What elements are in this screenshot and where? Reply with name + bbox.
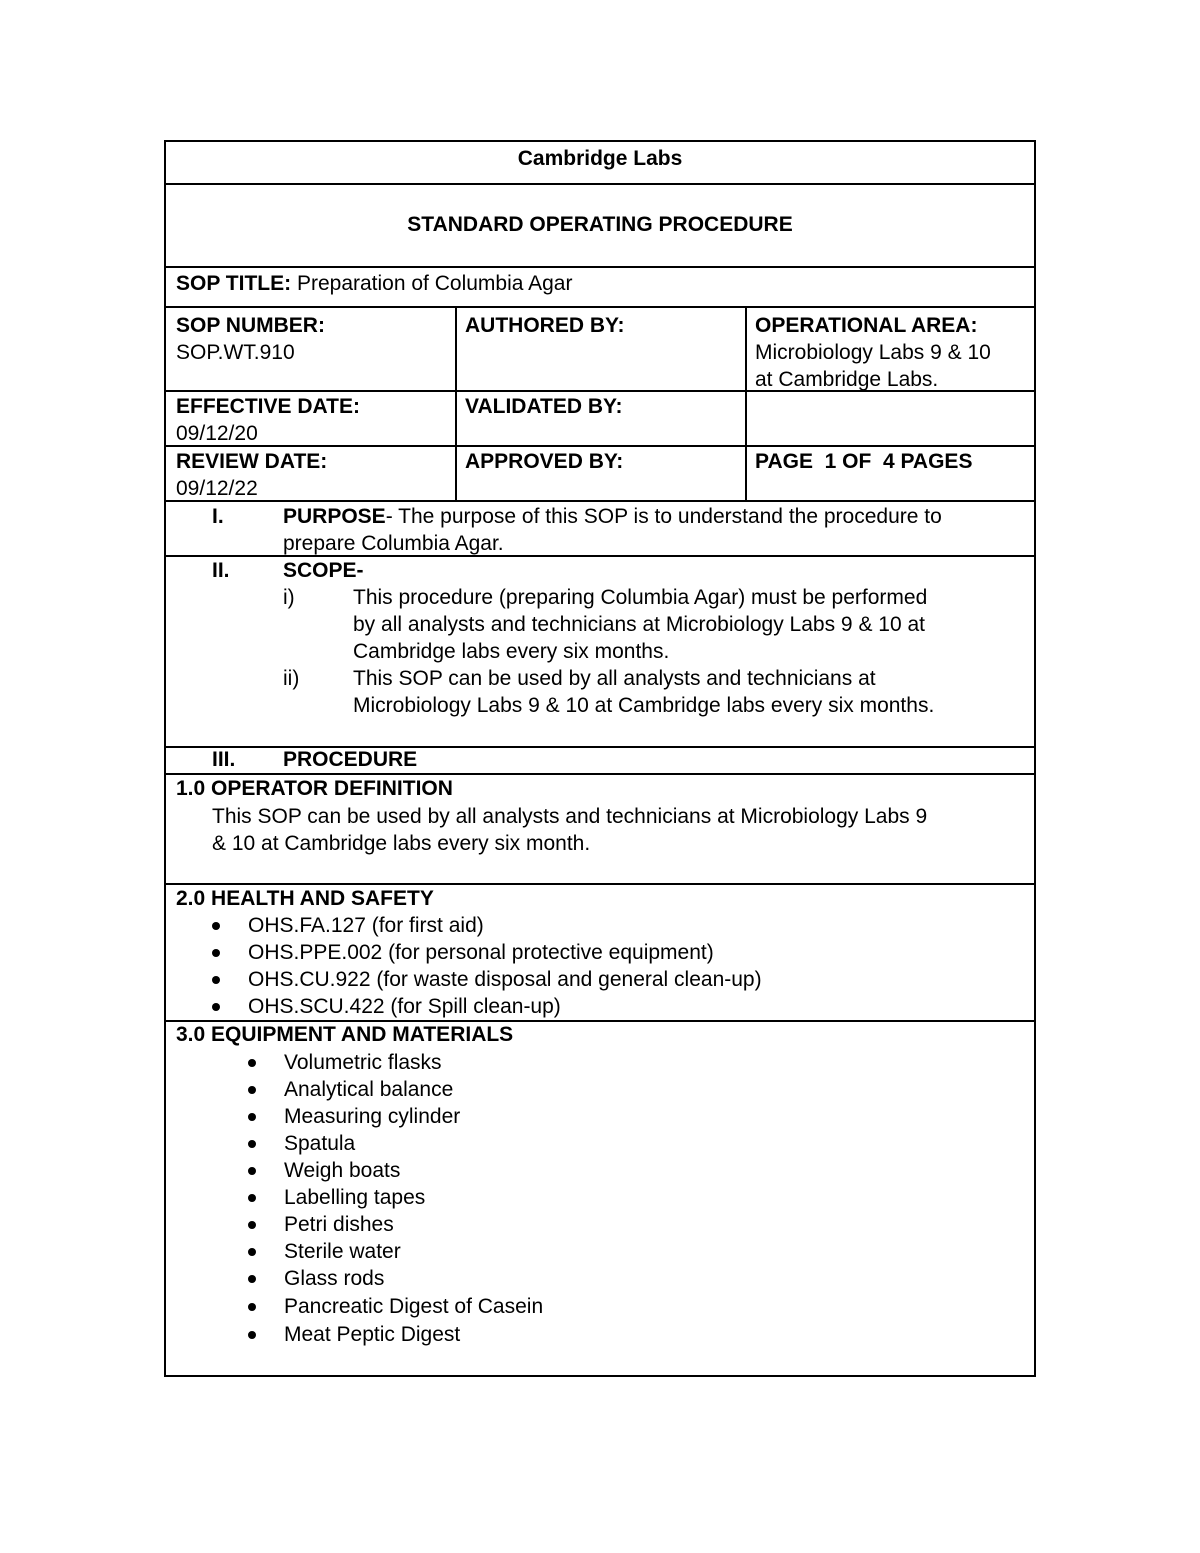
health-safety-heading: 2.0 HEALTH AND SAFETY (176, 887, 434, 910)
sop-number-label: SOP NUMBER: (176, 314, 325, 337)
health-safety-item: OHS.FA.127 (for first aid) (248, 914, 484, 937)
effective-date-label: EFFECTIVE DATE: (176, 395, 360, 418)
equipment-item: Analytical balance (284, 1078, 454, 1101)
equipment-item: Spatula (284, 1132, 356, 1155)
purpose-text-line1: - The purpose of this SOP is to understand the procedure to (385, 505, 942, 528)
equipment-item: Pancreatic Digest of Casein (284, 1295, 544, 1318)
company-row (166, 142, 1034, 183)
authored-by-label: AUTHORED BY: (465, 314, 625, 337)
health-safety-item: OHS.PPE.002 (for personal protective equipment) (248, 941, 714, 964)
operational-area-line1: Microbiology Labs 9 & 10 (755, 341, 991, 364)
operator-definition-line1: This SOP can be used by all analysts and technicians at Microbiology Labs 9 (212, 805, 928, 828)
procedure-numeral: III. (212, 748, 236, 771)
operator-definition-line2: & 10 at Cambridge labs every six month. (212, 832, 591, 855)
sop-title-row (166, 266, 1034, 306)
operational-area-label: OPERATIONAL AREA: (755, 314, 978, 337)
effective-date-value: 09/12/20 (176, 422, 258, 445)
scope-title: SCOPE- (283, 559, 364, 582)
purpose-text-line2: prepare Columbia Agar. (283, 532, 504, 555)
equipment-section (166, 1020, 1034, 1375)
info-row-1 (166, 306, 1034, 390)
sop-title-label: SOP TITLE: (176, 272, 292, 295)
procedure-title: PROCEDURE (283, 748, 418, 771)
equipment-item: Volumetric flasks (284, 1051, 442, 1074)
sop-title-value: Preparation of Columbia Agar (296, 272, 573, 295)
operational-area-line2: at Cambridge Labs. (755, 368, 939, 391)
scope-item-2-marker: ii) (283, 667, 300, 690)
equipment-item: Glass rods (284, 1267, 385, 1290)
doc-type-row (166, 183, 1034, 266)
review-date-label: REVIEW DATE: (176, 450, 328, 473)
scope-item-2-line2: Microbiology Labs 9 & 10 at Cambridge labs every six months. (353, 694, 935, 717)
operator-definition-section (166, 773, 1034, 883)
equipment-item: Measuring cylinder (284, 1105, 461, 1128)
scope-item-2-line1: This SOP can be used by all analysts and technicians at (353, 667, 876, 690)
equipment-item: Petri dishes (284, 1213, 394, 1236)
doc-type-title: STANDARD OPERATING PROCEDURE (407, 213, 793, 236)
equipment-item: Meat Peptic Digest (284, 1323, 461, 1346)
sop-document (164, 140, 1036, 1377)
procedure-section (166, 746, 1034, 773)
scope-item-1-line2: by all analysts and technicians at Microbiology Labs 9 & 10 at (353, 613, 925, 636)
purpose-numeral: I. (212, 505, 224, 528)
scope-item-1-line3: Cambridge labs every six months. (353, 640, 670, 663)
purpose-section (166, 500, 1034, 555)
scope-numeral: II. (212, 559, 230, 582)
equipment-item: Labelling tapes (284, 1186, 426, 1209)
health-safety-section (166, 883, 1034, 1020)
scope-item-1-line1: This procedure (preparing Columbia Agar) must be performed (353, 586, 928, 609)
review-date-value: 09/12/22 (176, 477, 258, 500)
company-name: Cambridge Labs (517, 147, 683, 170)
equipment-heading: 3.0 EQUIPMENT AND MATERIALS (176, 1023, 514, 1046)
scope-section (166, 555, 1034, 746)
health-safety-item: OHS.SCU.422 (for Spill clean-up) (248, 995, 561, 1018)
operator-definition-heading: 1.0 OPERATOR DEFINITION (176, 777, 453, 800)
scope-item-1-marker: i) (283, 586, 295, 609)
purpose-title: PURPOSE (283, 505, 386, 528)
page-indicator: PAGE 1 OF 4 PAGES (755, 450, 973, 473)
health-safety-item: OHS.CU.922 (for waste disposal and general clean-up) (248, 968, 762, 991)
sop-number-value: SOP.WT.910 (176, 341, 295, 364)
validated-by-label: VALIDATED BY: (465, 395, 623, 418)
equipment-item: Sterile water (284, 1240, 401, 1263)
equipment-item: Weigh boats (284, 1159, 401, 1182)
info-row-2 (166, 390, 1034, 445)
info-row-3 (166, 445, 1034, 500)
approved-by-label: APPROVED BY: (465, 450, 624, 473)
